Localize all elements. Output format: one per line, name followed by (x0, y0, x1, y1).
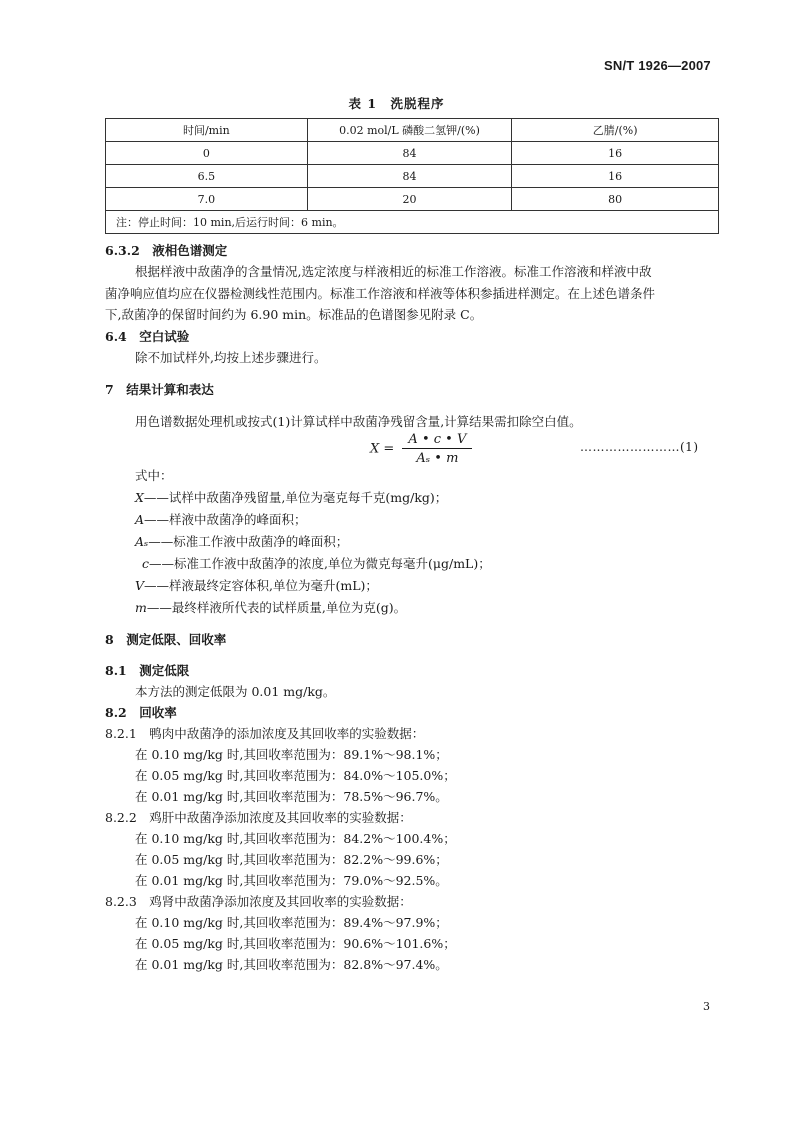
where-label: 式中： (135, 468, 173, 483)
table-cell: 0 (106, 142, 308, 165)
definition-text: ——最终样液所代表的试样质量,单位为克(g)。 (146, 600, 407, 615)
definition-text: ——试样中敌菌净残留量,单位为毫克每千克(mg/kg)； (143, 490, 448, 505)
table-cell: 84 (307, 142, 512, 165)
table-row (106, 165, 719, 188)
table-note-row (106, 211, 719, 234)
recovery-line: 在 0.10 mg/kg 时,其回收率范围为：84.2%～100.4%； (135, 831, 456, 846)
table-row (106, 142, 719, 165)
definition-line (135, 488, 447, 508)
recovery-line: 在 0.05 mg/kg 时,其回收率范围为：90.6%～101.6%； (135, 936, 456, 951)
recovery-line: 在 0.10 mg/kg 时,其回收率范围为：89.4%～97.9%； (135, 915, 448, 930)
recovery-line: 在 0.05 mg/kg 时,其回收率范围为：82.2%～99.6%； (135, 852, 448, 867)
formula (370, 432, 472, 466)
elution-table (105, 118, 719, 234)
definition-symbol: V (135, 578, 145, 593)
section-heading-8-2-3: 8.2.3 鸡肾中敌菌净添加浓度及其回收率的实验数据： (105, 894, 412, 909)
formula-denominator: Aₛ • m (416, 451, 459, 466)
definition-text: ——样液最终定容体积,单位为毫升(mL)； (144, 578, 378, 593)
table-caption: 表 1 洗脱程序 (348, 96, 445, 111)
table-cell: 20 (307, 188, 512, 211)
section-heading-8-2: 8.2 回收率 (105, 705, 177, 720)
table-cell: 84 (307, 165, 512, 188)
section-heading-8-1: 8.1 测定低限 (105, 663, 190, 678)
table-cell: 80 (512, 188, 719, 211)
section-heading-8-2-2: 8.2.2 鸡肝中敌菌净添加浓度及其回收率的实验数据： (105, 810, 412, 825)
recovery-line: 在 0.05 mg/kg 时,其回收率范围为：84.0%～105.0%； (135, 768, 456, 783)
table-cell: 16 (512, 165, 719, 188)
formula-numerator: A • c • V (402, 432, 472, 449)
formula-fraction (402, 432, 472, 466)
formula-lhs: X = (370, 441, 395, 457)
section-heading-8: 8 测定低限、回收率 (105, 632, 227, 647)
paragraph: 用色谱数据处理机或按式(1)计算试样中敌菌净残留含量,计算结果需扣除空白值。 (135, 414, 582, 429)
recovery-line: 在 0.01 mg/kg 时,其回收率范围为：82.8%～97.4%。 (135, 957, 448, 972)
definition-symbol: Aₛ (135, 534, 149, 549)
page-number: 3 (703, 1000, 710, 1013)
table-note: 注：停止时间：10 min,后运行时间：6 min。 (106, 211, 719, 234)
paragraph-line: 菌净响应值均应在仪器检测线性范围内。标准工作溶液和样液等体积参插进样测定。在上述色谱条件 (105, 286, 656, 301)
definition-line (135, 598, 406, 618)
paragraph-line: 根据样液中敌菌净的含量情况,选定浓度与样液相近的标准工作溶液。标准工作溶液和样液中敌 (135, 264, 652, 279)
definition-text: ——样液中敌菌净的峰面积； (144, 512, 307, 527)
document-code: SN/T 1926—2007 (604, 58, 711, 73)
table-cell: 7.0 (106, 188, 308, 211)
definition-line (135, 532, 348, 552)
definition-text: ——标准工作液中敌菌净的浓度,单位为微克每毫升(μg/mL)； (149, 556, 491, 571)
column-header: 乙腈/(%) (512, 119, 719, 142)
definition-line (135, 576, 378, 596)
definition-line (135, 510, 307, 530)
section-heading-7: 7 结果计算和表达 (105, 382, 214, 397)
paragraph-line: 下,敌菌净的保留时间约为 6.90 min。标准品的色谱图参见附录 C。 (105, 307, 483, 322)
definition-symbol: X (135, 490, 144, 505)
recovery-line: 在 0.01 mg/kg 时,其回收率范围为：79.0%～92.5%。 (135, 873, 448, 888)
definition-symbol: c (142, 556, 150, 571)
recovery-line: 在 0.01 mg/kg 时,其回收率范围为：78.5%～96.7%。 (135, 789, 448, 804)
column-header: 时间/min (106, 119, 308, 142)
definition-symbol: A (135, 512, 145, 527)
definition-line (142, 554, 491, 574)
section-heading-6-4: 6.4 空白试验 (105, 329, 190, 344)
recovery-line: 在 0.10 mg/kg 时,其回收率范围为：89.1%～98.1%； (135, 747, 448, 762)
paragraph: 本方法的测定低限为 0.01 mg/kg。 (135, 684, 336, 699)
section-heading-8-2-1: 8.2.1 鸭肉中敌菌净的添加浓度及其回收率的实验数据： (105, 726, 425, 741)
column-header: 0.02 mol/L 磷酸二氢钾/(%) (307, 119, 512, 142)
table-row (106, 188, 719, 211)
paragraph: 除不加试样外,均按上述步骤进行。 (135, 350, 327, 365)
section-heading-6-3-2: 6.3.2 液相色谱测定 (105, 243, 228, 258)
definition-symbol: m (135, 600, 147, 615)
definition-text: ——标准工作液中敌菌净的峰面积； (148, 534, 349, 549)
table-cell: 6.5 (106, 165, 308, 188)
equation-number: ……………………(1) (580, 440, 699, 454)
table-cell: 16 (512, 142, 719, 165)
table-header-row (106, 119, 719, 142)
